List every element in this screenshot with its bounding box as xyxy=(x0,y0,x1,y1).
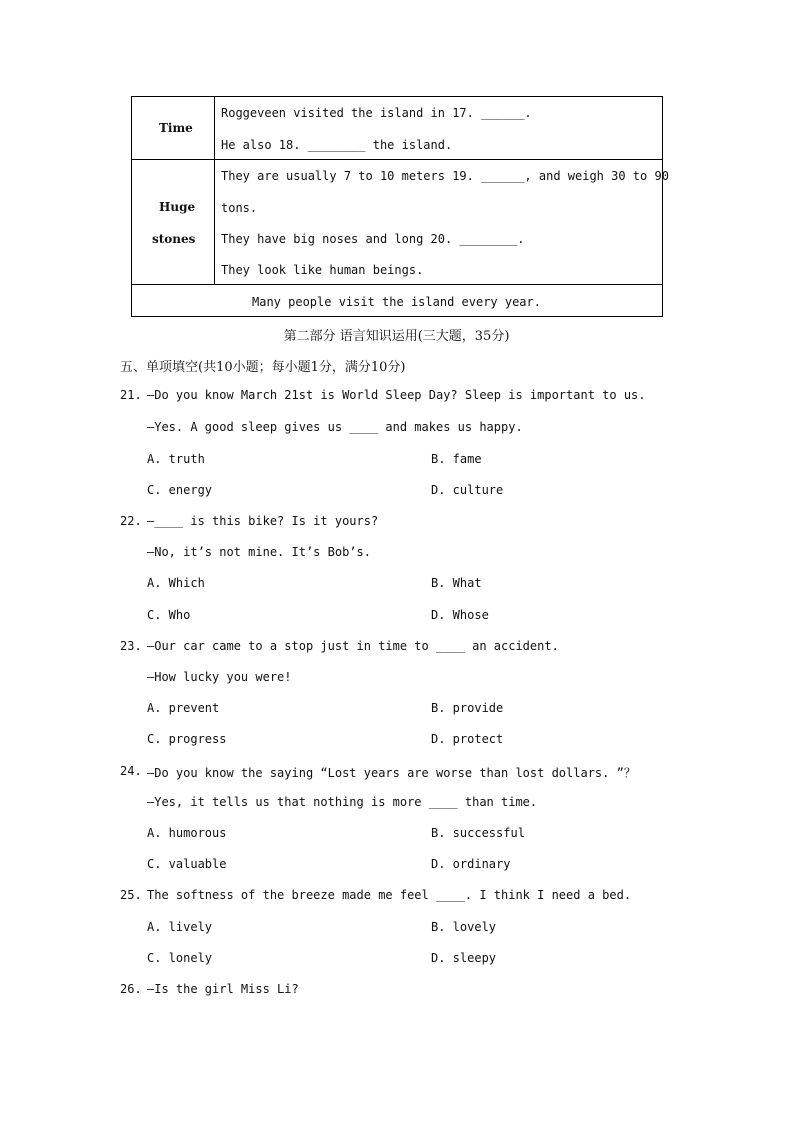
option-d[interactable]: D. protect xyxy=(431,732,504,746)
table-row-header-huge: Huge xyxy=(159,200,196,214)
option-d[interactable]: D. culture xyxy=(431,483,504,497)
question-number: 25. xyxy=(120,888,142,902)
question-number: 22. xyxy=(120,514,142,528)
option-d[interactable]: D. sleepy xyxy=(431,951,497,965)
table-cell-line: tons. xyxy=(221,201,258,215)
question-number: 23. xyxy=(120,639,142,653)
part-title: 五、单项填空(共10小题；每小题1分，满分10分) xyxy=(120,360,406,375)
question-line: —Is the girl Miss Li? xyxy=(147,982,299,996)
option-c[interactable]: C. Who xyxy=(147,608,191,622)
option-b[interactable]: B. successful xyxy=(431,826,525,840)
option-a[interactable]: A. lively xyxy=(147,920,213,934)
option-b[interactable]: B. fame xyxy=(431,452,482,466)
question-number: 26. xyxy=(120,982,142,996)
question-line: —No, it’s not mine. It’s Bob’s. xyxy=(147,545,371,559)
question-line: —How lucky you were! xyxy=(147,670,292,684)
option-a[interactable]: A. Which xyxy=(147,576,205,590)
table-cell-line: He also 18. ________ the island. xyxy=(221,138,453,152)
table-row-header-time: Time xyxy=(159,121,193,135)
table-cell-line: They are usually 7 to 10 meters 19. ______, and weigh 30 to 90 xyxy=(221,169,669,183)
question-line: —Yes. A good sleep gives us ____ and makes us happy. xyxy=(147,420,523,434)
option-d[interactable]: D. ordinary xyxy=(431,857,511,871)
question-line: —____ is this bike? Is it yours? xyxy=(147,514,379,528)
option-d[interactable]: D. Whose xyxy=(431,608,489,622)
option-c[interactable]: C. progress xyxy=(147,732,227,746)
question-number: 21. xyxy=(120,388,142,402)
option-a[interactable]: A. truth xyxy=(147,452,205,466)
table-footer: Many people visit the island every year. xyxy=(252,295,541,309)
table-cell-line: They look like human beings. xyxy=(221,263,424,277)
question-line: —Do you know March 21st is World Sleep Day? Sleep is important to us. xyxy=(147,388,646,402)
table-cell-line: They have big noses and long 20. ________. xyxy=(221,232,525,246)
option-a[interactable]: A. prevent xyxy=(147,701,220,715)
option-a[interactable]: A. humorous xyxy=(147,826,227,840)
question-number: 24. xyxy=(120,764,142,778)
section-title: 第二部分 语言知识运用(三大题，35分) xyxy=(283,329,510,344)
option-b[interactable]: B. What xyxy=(431,576,482,590)
question-line: —Yes, it tells us that nothing is more ____ than time. xyxy=(147,795,538,809)
table-cell-line: Roggeveen visited the island in 17. ______. xyxy=(221,106,532,120)
question-line: —Do you know the saying “Lost years are worse than lost dollars. ”？ xyxy=(147,766,636,780)
question-line: —Our car came to a stop just in time to ____ an accident. xyxy=(147,639,559,653)
question-line: The softness of the breeze made me feel ____. I think I need a bed. xyxy=(147,888,632,902)
table-row-header-stones: stones xyxy=(152,232,196,246)
option-c[interactable]: C. valuable xyxy=(147,857,227,871)
option-c[interactable]: C. energy xyxy=(147,483,213,497)
option-b[interactable]: B. provide xyxy=(431,701,504,715)
option-c[interactable]: C. lonely xyxy=(147,951,213,965)
option-b[interactable]: B. lovely xyxy=(431,920,497,934)
